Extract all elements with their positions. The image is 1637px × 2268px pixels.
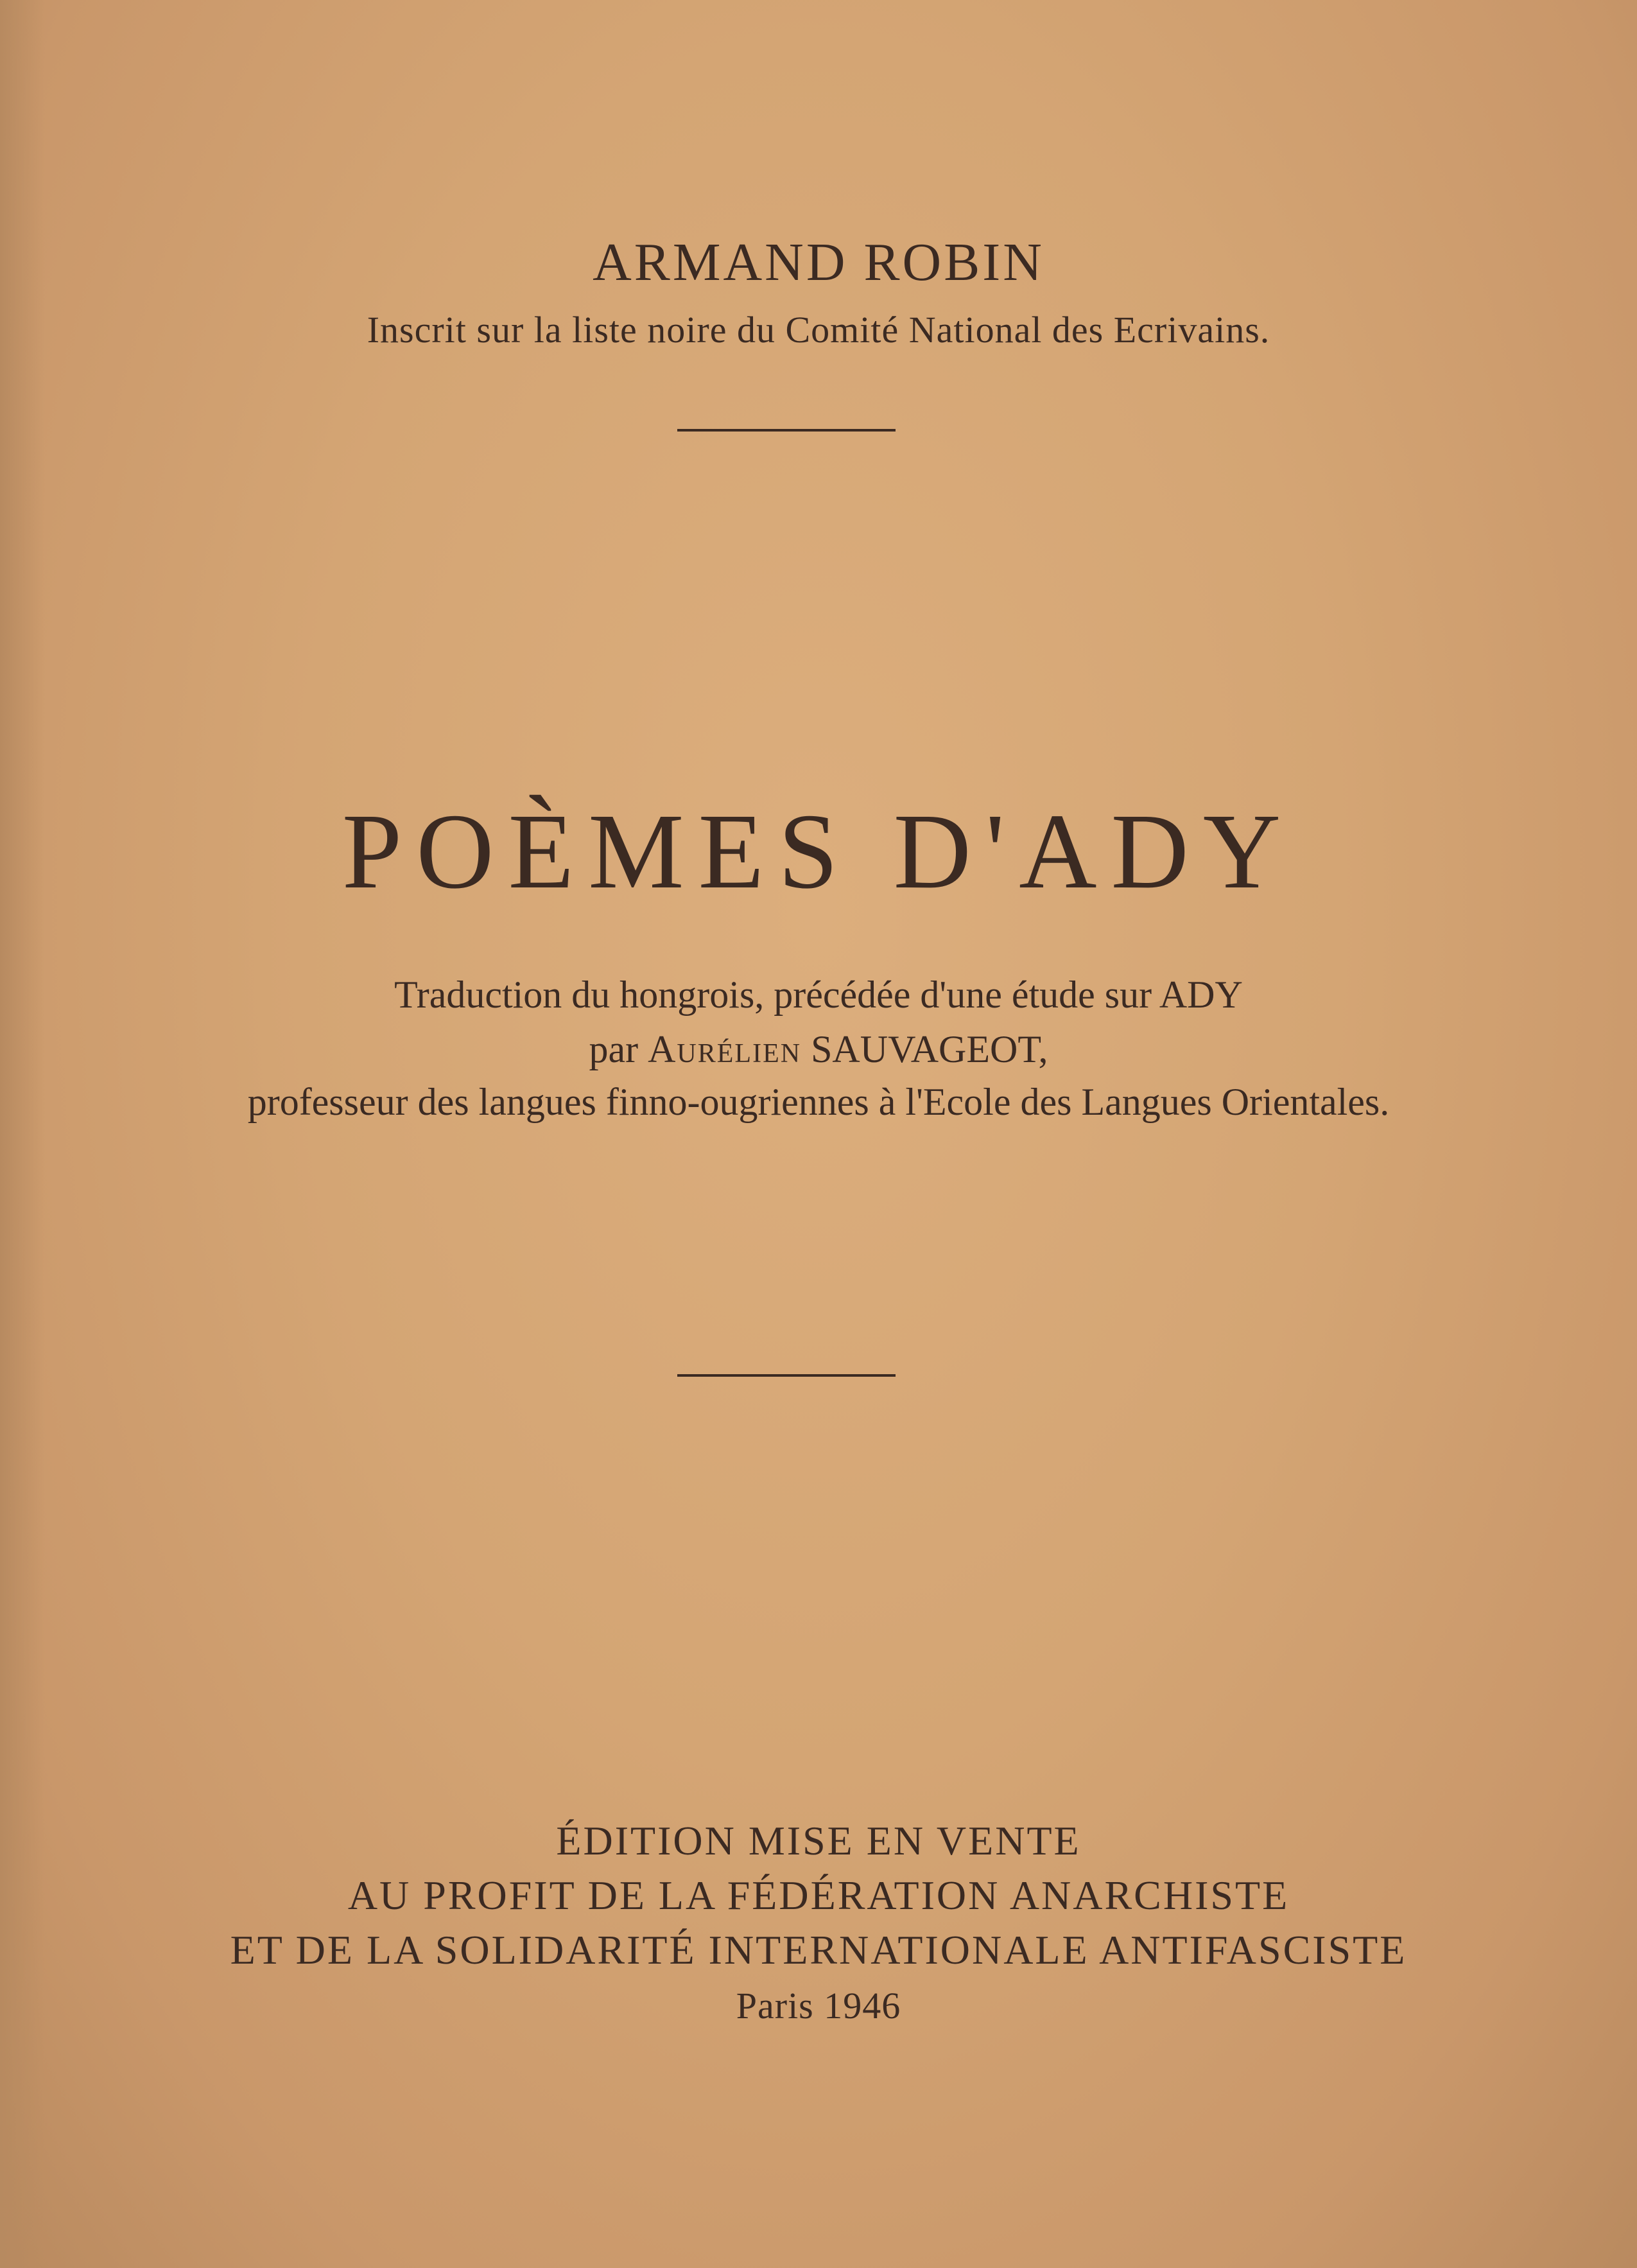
translator-lastname: SAUVAGEOT, [811,1028,1048,1070]
publication-line-1: ÉDITION MISE EN VENTE [556,1818,1081,1863]
translator-prefix: par [589,1028,639,1070]
middle-divider [677,1374,896,1377]
author-note: Inscrit sur la liste noire du Comité National des Ecrivains. [367,309,1270,351]
publication-line-2: AU PROFIT DE LA FÉDÉRATION ANARCHISTE [347,1872,1290,1918]
author-name: ARMAND ROBIN [593,232,1044,292]
top-divider [677,429,896,432]
translation-note: Traduction du hongrois, précédée d'une étude sur ADY [394,973,1243,1016]
translator-affiliation: professeur des langues finno-ougriennes à l'Ecole des Langues Orientales. [247,1081,1390,1123]
translator-firstname: Aurélien [648,1028,802,1070]
publication-place-year: Paris 1946 [736,1985,901,2027]
translator-line [0,1027,1637,1072]
book-title: POÈMES D'ADY [342,792,1295,911]
publication-line-3: ET DE LA SOLIDARITÉ INTERNATIONALE ANTIFASCISTE [230,1927,1407,1973]
